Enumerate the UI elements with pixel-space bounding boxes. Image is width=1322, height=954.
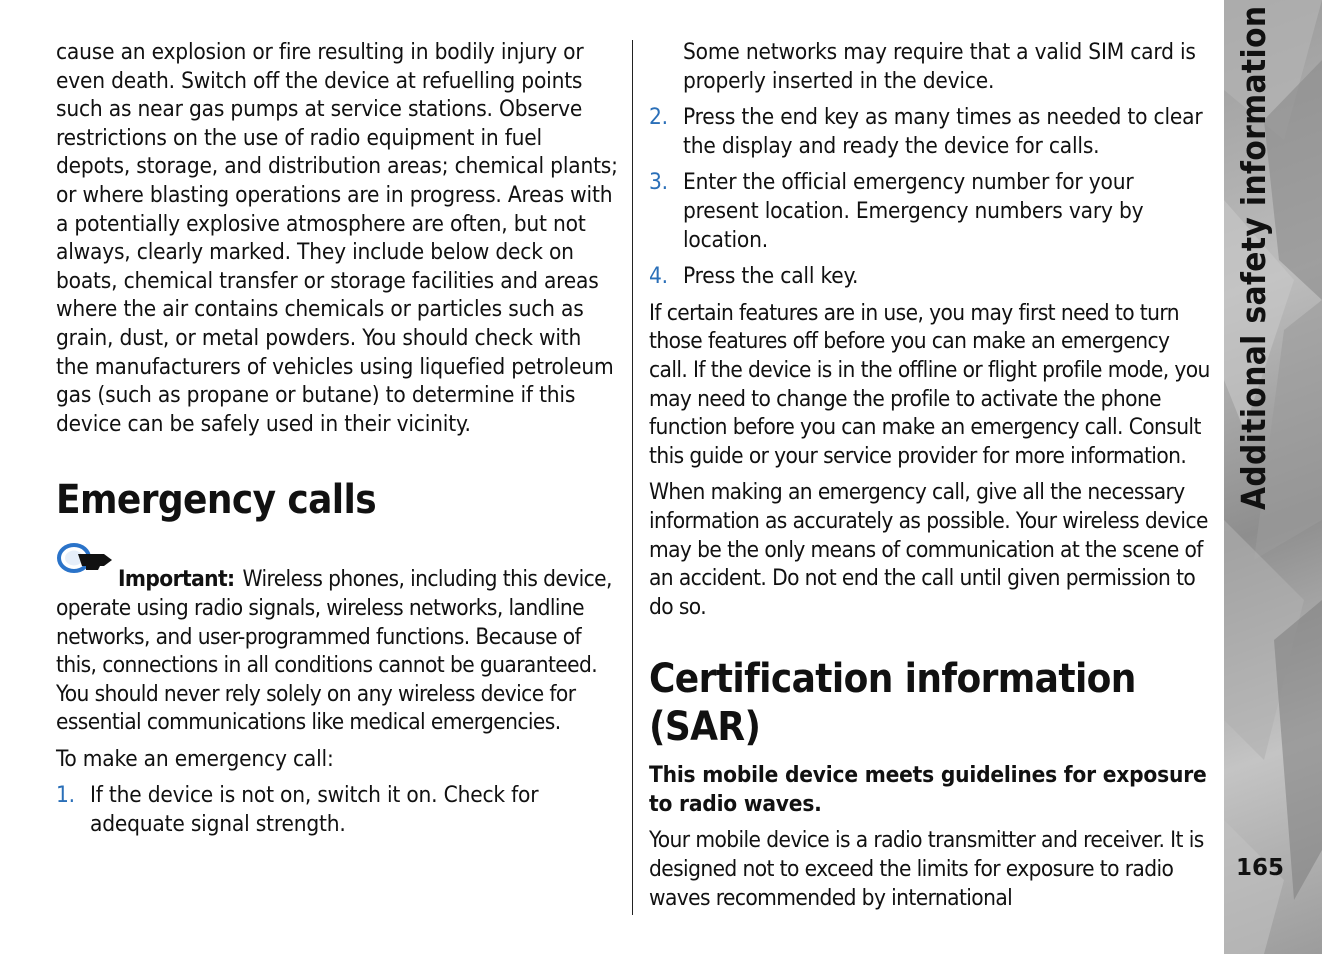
sar-paragraph: Your mobile device is a radio transmitter and receiver. It is designed not to exceed the limits for exposure to radio waves recommended by international (649, 827, 1204, 911)
step1-continued: Some networks may require that a valid SIM card is properly inserted in the device. (683, 39, 1196, 94)
important-text: Wireless phones, including this device, operate using radio signals, wireless networks, landline networks, and user-programmed functions. Because of this, connections in all conditions cannot be guaranteed. You should never rely solely on any wireless device for essential communications like medical emergencies. (56, 566, 612, 736)
step-number: 2. (649, 104, 668, 131)
emergency-info-paragraph: When making an emergency call, give all the necessary information as accurately as possible. Your wireless device may be the only means of communication at the scene of an accident. Do not end the call until given permission to do so. (649, 479, 1208, 620)
step-number: 3. (649, 169, 668, 196)
step-text: Press the call key. (683, 263, 859, 290)
list-item (649, 168, 1211, 254)
step-number: 1. (56, 782, 75, 809)
important-label: Important: (118, 566, 235, 593)
features-paragraph: If certain features are in use, you may first need to turn those features off before you can make an emergency call. If the device is in the offline or flight profile mode, you may need to change the profile to activate the phone function before you can make an emergency call. Consult this guide or your service provider for more information. (649, 299, 1210, 469)
list-item (649, 262, 1211, 291)
important-note (56, 546, 618, 737)
sar-lead: This mobile device meets guidelines for exposure to radio waves. (649, 762, 1207, 817)
step-number: 4. (649, 263, 668, 290)
list-item (649, 103, 1211, 160)
intro-paragraph: cause an explosion or fire resulting in bodily injury or even death. Switch off the device at refuelling points such as near gas pumps at service stations. Observe restrictions on the use of radio equipment in fuel depots, storage, and distribution areas; chemical plants; or where blasting operations are in progress. Areas with a potentially explosive atmosphere are often, but not always, clearly marked. They include below deck on boats, chemical transfer or storage facilities and areas where the air contains chemicals or particles such as grain, dust, or metal powders. You should check with the manufacturers of vehicles using liquefied petroleum gas (such as propane or butane) to determine if this device can be safely used in their vicinity. (56, 39, 618, 437)
note-hand-icon (56, 534, 116, 580)
step-text: Enter the official emergency number for your present location. Emergency numbers vary by location. (683, 169, 1144, 253)
page-number: 165 (1235, 855, 1284, 881)
steps-list-right (649, 103, 1211, 291)
list-item (56, 781, 618, 838)
heading-emergency-calls: Emergency calls (56, 477, 377, 524)
step-text: If the device is not on, switch it on. Check for adequate signal strength. (90, 782, 539, 838)
steps-list-left (56, 781, 618, 838)
heading-certification: Certification information (SAR) (649, 656, 1136, 751)
left-column (56, 38, 618, 847)
side-tab-title: Additional safety information (1234, 5, 1273, 510)
column-divider (632, 40, 633, 915)
step-text: Press the end key as many times as needed to clear the display and ready the device for calls. (683, 104, 1203, 159)
right-column (649, 38, 1211, 920)
steps-intro: To make an emergency call: (56, 745, 334, 772)
